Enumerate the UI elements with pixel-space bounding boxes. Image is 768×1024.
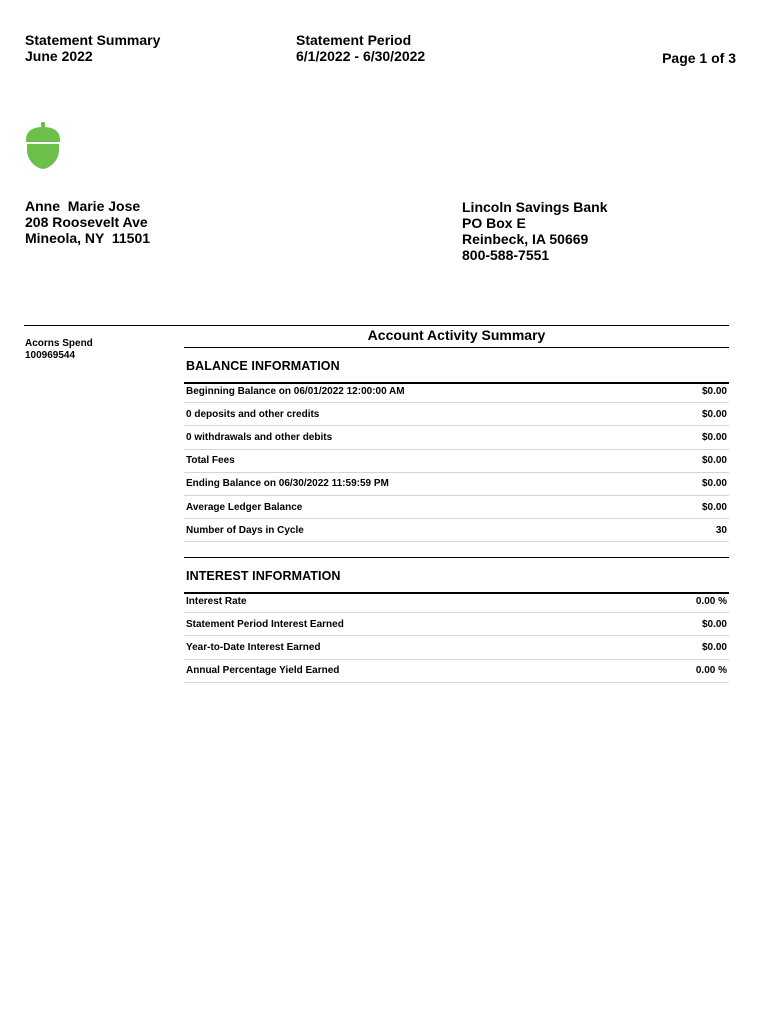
row-label: 0 deposits and other credits: [186, 408, 320, 420]
bank-city: Reinbeck, IA 50669: [462, 231, 589, 247]
row-value: 30: [715, 524, 727, 536]
table-row: [184, 380, 729, 403]
table-row: [184, 590, 729, 613]
row-label: Average Ledger Balance: [186, 501, 303, 513]
table-row: [184, 496, 729, 519]
summary-title: Statement Summary: [25, 32, 161, 48]
bank-po-box: PO Box E: [462, 215, 526, 231]
row-label: Beginning Balance on 06/01/2022 12:00:00 AM: [186, 385, 405, 397]
row-label: Annual Percentage Yield Earned: [186, 665, 340, 677]
section-divider: [24, 325, 729, 326]
table-row: [184, 473, 729, 496]
statement-summary-header: [25, 32, 160, 64]
row-label: Statement Period Interest Earned: [186, 618, 344, 630]
activity-title-underline: [184, 347, 729, 348]
row-value: $0.00: [701, 478, 727, 490]
table-row: [184, 519, 729, 542]
balance-section-title: BALANCE INFORMATION: [186, 359, 340, 373]
row-value: $0.00: [701, 408, 727, 420]
bank-name: Lincoln Savings Bank: [462, 199, 608, 215]
acorns-logo: [24, 122, 62, 170]
row-label: Total Fees: [186, 455, 235, 467]
row-value: 0.00 %: [695, 595, 727, 607]
account-number: 100969544: [25, 350, 76, 361]
row-value: $0.00: [701, 385, 727, 397]
period-title: Statement Period: [296, 32, 412, 48]
page-number: Page 1 of 3: [662, 50, 736, 66]
period-range: 6/1/2022 - 6/30/2022: [296, 48, 426, 64]
balance-rows: [184, 380, 729, 542]
row-value: $0.00: [701, 501, 727, 513]
balance-section-end-rule: [184, 557, 729, 558]
summary-month: June 2022: [25, 48, 93, 64]
row-label: Interest Rate: [186, 595, 247, 607]
customer-address: [25, 198, 150, 246]
table-row: [184, 403, 729, 426]
table-row: [184, 636, 729, 659]
statement-period-header: [296, 32, 425, 64]
table-row: [184, 660, 729, 683]
interest-rows: [184, 590, 729, 683]
row-label: 0 withdrawals and other debits: [186, 431, 333, 443]
activity-summary-title: Account Activity Summary: [367, 327, 546, 343]
row-label: Number of Days in Cycle: [186, 524, 304, 536]
row-label: Year-to-Date Interest Earned: [186, 641, 321, 653]
table-row: [184, 613, 729, 636]
bank-phone: 800-588-7551: [462, 247, 550, 263]
customer-street: 208 Roosevelt Ave: [25, 214, 148, 230]
customer-name: Anne Marie Jose: [25, 198, 141, 214]
row-value: $0.00: [701, 618, 727, 630]
table-row: [184, 426, 729, 449]
row-value: $0.00: [701, 641, 727, 653]
row-value: 0.00 %: [695, 665, 727, 677]
account-name: Acorns Spend: [25, 338, 93, 349]
bank-address: [462, 199, 607, 263]
row-value: $0.00: [701, 455, 727, 467]
account-info: [25, 338, 93, 362]
customer-city: Mineola, NY 11501: [25, 230, 151, 246]
acorn-icon: [24, 122, 62, 170]
table-row: [184, 450, 729, 473]
row-value: $0.00: [701, 431, 727, 443]
row-label: Ending Balance on 06/30/2022 11:59:59 PM: [186, 478, 389, 490]
interest-section-title: INTEREST INFORMATION: [186, 569, 341, 583]
